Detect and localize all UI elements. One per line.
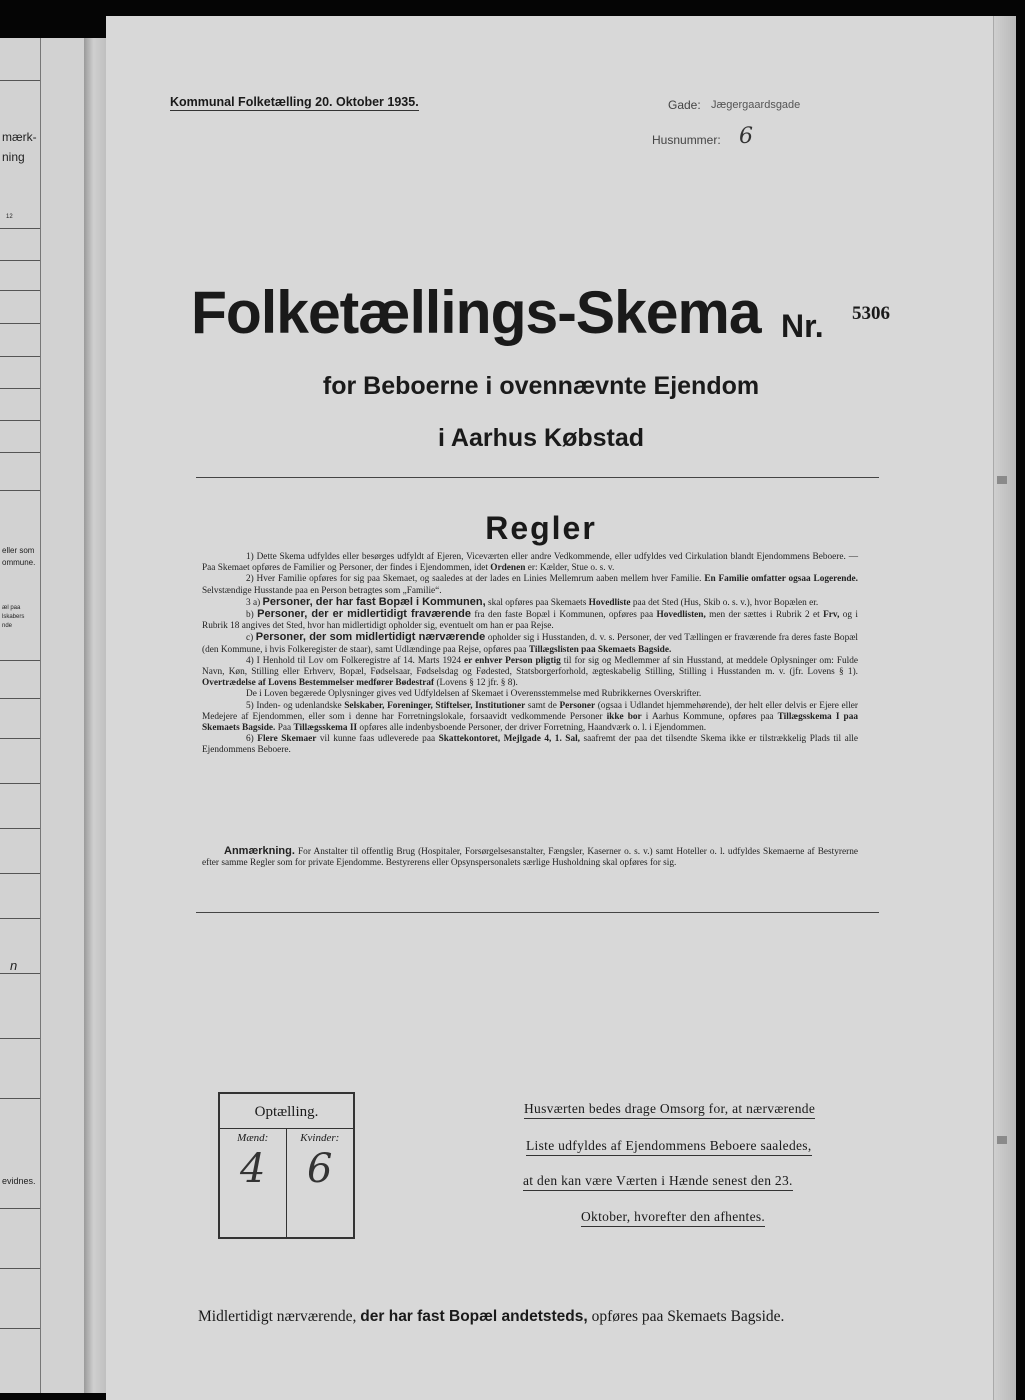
rule-text: 3 a) [246, 597, 261, 608]
street-label: Gade: [668, 98, 701, 112]
instruction-line: Oktober, hvorefter den afhentes. [581, 1209, 765, 1227]
left-page-text: eller som [2, 546, 35, 555]
count-box [218, 1092, 355, 1239]
rule-paragraph [202, 701, 858, 735]
rule-emphasis: Hovedlisten, [656, 610, 706, 621]
left-page-rule [0, 290, 40, 291]
women-count: 6 [307, 1146, 333, 1192]
left-page-text: ning [2, 150, 25, 164]
left-page-rule [0, 1038, 40, 1039]
rule-text: og i Rubrik 18 angives det Sted, hvor han midlertidigt opholder sig, eventuelt om han er paa Rejse. [202, 610, 859, 632]
rule-text: samt de [527, 700, 557, 711]
rule-text: er: Kælder, Stue o. s. v. [527, 563, 615, 574]
footer-text: opføres paa Skemaets Bagside. [591, 1308, 785, 1325]
rule-paragraph [202, 574, 858, 596]
rule-text: i Aarhus Kommune, opføres paa [645, 711, 774, 722]
left-page-rule [0, 1268, 40, 1269]
rule-text: 1) Dette Skema udfyldes eller besørges udfyldt af Ejeren, Viceværten eller andre Vedkommende, eller udfyldes ved Cirkulation blandt Ejendommens Beboere. — Paa Skemaet opføres de Familier og Personer, der findes i Ejendommen, idet [202, 552, 858, 574]
rule-emphasis: Personer, der som midlertidigt nærværende [255, 631, 486, 644]
remark-heading: Anmærkning. [224, 845, 295, 857]
men-label: Mænd: [237, 1132, 269, 1144]
rule-emphasis: ikke bor [606, 711, 642, 722]
left-page-text: ommune. [2, 558, 36, 567]
rule-paragraph [202, 609, 858, 632]
rule-text: 6) [246, 734, 254, 745]
book-gutter [84, 38, 108, 1393]
rule-text: De i Loven begærede Oplysninger gives ved Udfyldelsen af Skemaet i Overensstemmelse med Rubrikkernes Overskrifter. [246, 689, 702, 700]
rule-paragraph [202, 632, 858, 655]
left-page-rule [0, 660, 40, 661]
rule-text: skal opføres paa Skemaets [487, 597, 587, 608]
remark-body: For Anstalter til offentlig Brug (Hospitaler, Forsørgelsesanstalter, Fængsler, Kaserner o. s. v.) samt Hoteller o. l. udfyldes Skemaerne af Bestyrerne efter samme Regler som for private Ejendomme. Bestyrerens eller Opsynspersonalets særlige Husholdning skal opføres for sig. [202, 847, 858, 869]
rule-text: 4) I Henhold til Lov om Folkeregistre af 14. Marts 1924 [246, 655, 462, 666]
remark-paragraph [202, 846, 858, 869]
left-page-fragment [0, 38, 92, 1393]
left-page-handwriting: n [10, 958, 18, 973]
men-count: 4 [240, 1146, 266, 1192]
left-page-text: mærk- [2, 130, 37, 144]
left-page-rule [0, 873, 40, 874]
left-page-rule [0, 490, 40, 491]
left-page-text: æl paa [2, 605, 21, 611]
rule-emphasis: En Familie omfatter ogsaa Logerende. [704, 574, 858, 585]
left-page-rule [0, 1208, 40, 1209]
left-page-rule [0, 420, 40, 421]
left-page-rule [0, 452, 40, 453]
divider-line [196, 477, 879, 478]
rule-emphasis: Hovedliste [588, 597, 631, 608]
divider-line [196, 912, 879, 913]
left-page-rule [0, 973, 40, 974]
rule-text: til for sig og Medlemmer af sin Husstand, at meddele Oplysninger om: Fulde Navn, Køn, Stilling eller Erhverv, Bopæl, Fødselsaar, Fødselsdag og Fødested, Statsborgerforhold, ægteskabelig Stilling, Stilling i Husstanden m. v. (jfr. Lovens § 1). [202, 655, 859, 678]
left-page-rule [0, 828, 40, 829]
left-page-rule [0, 260, 40, 261]
footer-emphasis: der har fast Bopæl andetsteds, [360, 1308, 588, 1325]
men-column [220, 1128, 287, 1237]
rule-text: (ogsaa i Udlandet hjemmehørende), der helt eller delvis er Ejere eller Medejere af Ejendommen, eller som i denne har Forretningslokale, forsaavidt vedkommende Personer [202, 700, 859, 722]
left-page-rule [0, 388, 40, 389]
left-page-text: evidnes. [2, 1176, 36, 1186]
rule-text: men der sættes i Rubrik 2 et [709, 610, 820, 621]
left-page-rule [0, 783, 40, 784]
rule-paragraph [202, 552, 858, 574]
remark-text [202, 846, 858, 869]
rule-text: vil kunne faas udleverede paa [319, 734, 436, 745]
left-page-rule [0, 323, 40, 324]
instruction-line: at den kan være Værten i Hænde senest den 23. [523, 1173, 793, 1191]
rule-text: fra den faste Bopæl i Kommunen, opføres paa [474, 610, 654, 621]
women-label: Kvinder: [300, 1132, 340, 1144]
rule-emphasis: Selskaber, Foreninger, Stiftelser, Institutioner [344, 700, 526, 711]
left-page-rule [0, 1328, 40, 1329]
footer-note [198, 1308, 784, 1326]
rule-paragraph [202, 656, 858, 690]
rule-emphasis: Tillægslisten paa Skemaets Bagside. [528, 644, 672, 655]
rule-emphasis: Skattekontoret, Mejlgade 4, 1. Sal, [438, 734, 580, 745]
form-number-label: Nr. [781, 308, 824, 344]
house-number-value: 6 [739, 124, 753, 149]
rule-emphasis: Tillægsskema I paa Skemaets Bagside. [202, 711, 859, 734]
left-page-rule [0, 698, 40, 699]
rule-emphasis: Ordenen [490, 563, 526, 574]
rule-text: Selvstændige Husstande paa en Person betragtes som „Familie“. [202, 585, 442, 596]
rule-emphasis: Overtrædelse af Lovens Bestemmelser medfører Bødestraf [202, 678, 435, 689]
rule-text: (Lovens § 12 jfr. § 8). [436, 678, 518, 689]
left-page-rule [0, 738, 40, 739]
rule-text: paa det Sted (Hus, Skib o. s. v.), hvor Bopælen er. [632, 597, 819, 608]
rule-paragraph [202, 689, 858, 700]
footer-text: Midlertidigt nærværende, [198, 1308, 357, 1325]
rule-text: 5) Inden- og udenlandske [246, 700, 342, 711]
left-page-rule [0, 1098, 40, 1099]
rule-emphasis: Frv, [823, 610, 840, 621]
left-page-text: 12 [6, 214, 13, 220]
form-title: Folketællings-Skema [191, 279, 761, 346]
rule-emphasis: Personer, der har fast Bopæl i Kommunen, [262, 595, 486, 608]
form-number-value: 5306 [852, 303, 890, 324]
rule-text: 2) Hver Familie opføres for sig paa Skemaet, og saaledes at der lades en Linies Mellemrum aaben mellem hver Familie. [246, 574, 702, 585]
women-column [287, 1128, 354, 1237]
rules-text [202, 552, 858, 757]
rule-text: saafremt der paa det tilsendte Skema ikke er tilstrækkelig Plads til alle Ejendommens Beboere. [202, 734, 859, 756]
form-subtitle-city: i Aarhus Købstad [437, 424, 645, 452]
left-page-text: lskabers [2, 614, 25, 620]
rule-paragraph [202, 734, 858, 756]
house-number-label: Husnummer: [652, 133, 721, 147]
left-page-column-rule [40, 38, 41, 1393]
rule-emphasis: Personer, der er midlertidigt fraværende [257, 608, 471, 621]
left-page-rule [0, 918, 40, 919]
page-edge [993, 16, 1016, 1400]
count-title: Optælling. [220, 1094, 353, 1129]
rule-emphasis: Tillægsskema II [293, 723, 358, 734]
left-page-rule [0, 356, 40, 357]
rule-text: opføres alle indenbysboende Personer, der driver Forretning, Haandværk o. l. i Ejendommen. [359, 723, 707, 734]
census-form-page [106, 16, 1016, 1400]
rule-emphasis: Personer [559, 700, 596, 711]
page-edge-mark [997, 1136, 1007, 1144]
rules-heading: Regler [485, 510, 597, 546]
left-page-rule [0, 228, 40, 229]
rule-emphasis: er enhver Person pligtig [464, 655, 561, 666]
street-value: Jægergaardsgade [711, 99, 801, 111]
rule-text: Paa [277, 723, 292, 734]
form-subtitle: for Beboerne i ovennævnte Ejendom [322, 372, 760, 400]
rule-text: b) [246, 610, 254, 621]
rule-emphasis: Flere Skemaer [257, 734, 317, 745]
page-edge-mark [997, 476, 1007, 484]
instruction-line: Liste udfyldes af Ejendommens Beboere saaledes, [526, 1138, 812, 1156]
census-date-line: Kommunal Folketælling 20. Oktober 1935. [170, 95, 419, 109]
rule-text: opholder sig i Husstanden, d. v. s. Personer, der ved Tællingen er fraværende fra deres faste Bopæl (den Kommune, i hvis Folkeregister de staar), samt Udlændinge paa Rejse, opføres paa [202, 633, 859, 655]
left-page-rule [0, 80, 40, 81]
rule-text: c) [246, 633, 254, 644]
instruction-line: Husværten bedes drage Omsorg for, at nærværende [524, 1101, 815, 1119]
left-page-text: nde [2, 623, 13, 629]
